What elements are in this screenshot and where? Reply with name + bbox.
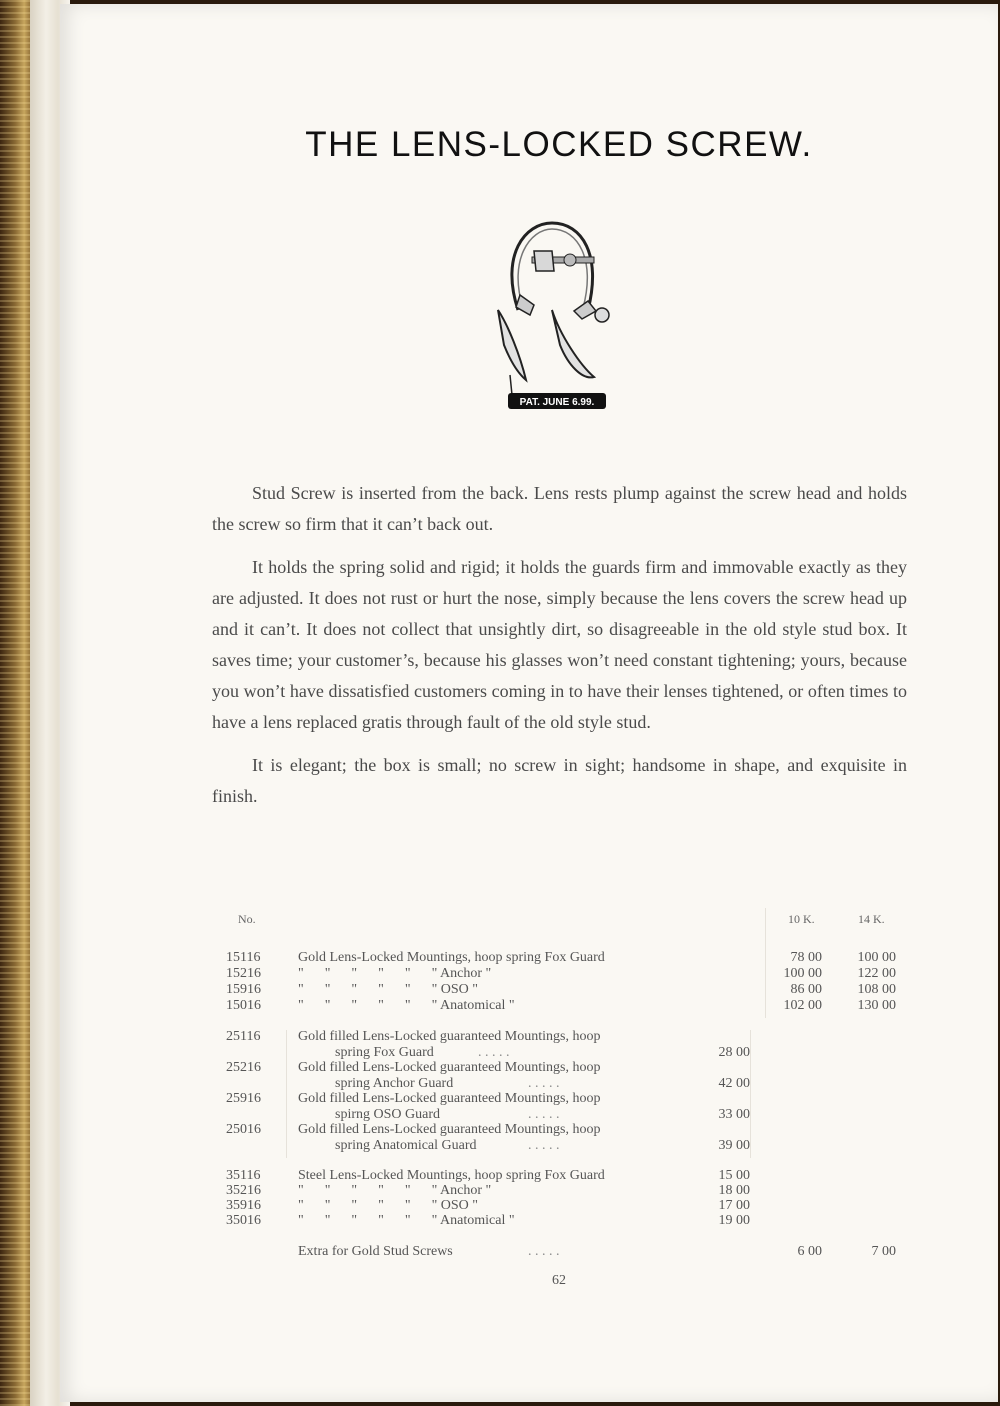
item-description-continued: spirng OSO Guard bbox=[335, 1107, 440, 1122]
item-description: Gold filled Lens-Locked guaranteed Mountings, hoop bbox=[298, 1091, 601, 1106]
item-description-continued: spring Anatomical Guard bbox=[335, 1138, 477, 1153]
table-row bbox=[0, 1183, 1000, 1199]
item-number: 15216 bbox=[226, 966, 261, 981]
price-10k: 6 00 bbox=[797, 1244, 822, 1259]
lens-locked-screw-illustration bbox=[490, 215, 620, 415]
table-row bbox=[0, 1060, 1000, 1076]
price: 19 00 bbox=[718, 1213, 750, 1228]
table-row bbox=[0, 1198, 1000, 1214]
price-14k: 130 00 bbox=[857, 998, 896, 1013]
item-description: Gold Lens-Locked Mountings, hoop spring Fox Guard bbox=[298, 950, 605, 965]
item-description-continued: spring Fox Guard bbox=[335, 1045, 434, 1060]
price-14k: 100 00 bbox=[857, 950, 896, 965]
item-description: " " " " " " Anatomical " bbox=[298, 998, 515, 1013]
table-row bbox=[0, 1091, 1000, 1107]
item-number: 35116 bbox=[226, 1168, 261, 1183]
table-row bbox=[0, 950, 1000, 966]
table-row-continued bbox=[0, 1045, 1000, 1061]
page-title: THE LENS-LOCKED SCREW. bbox=[305, 125, 813, 164]
table-row bbox=[0, 1029, 1000, 1045]
price-10k: 78 00 bbox=[790, 950, 822, 965]
table-row-continued bbox=[0, 1107, 1000, 1123]
column-header-14k: 14 K. bbox=[858, 912, 885, 926]
price: 42 00 bbox=[718, 1076, 750, 1091]
item-number: 15916 bbox=[226, 982, 261, 997]
leader-dots: . . . . . bbox=[528, 1138, 560, 1153]
item-description: " " " " " " Anchor " bbox=[298, 1183, 492, 1198]
table-row bbox=[0, 1213, 1000, 1229]
patent-label: PAT. JUNE 6.99. bbox=[519, 397, 595, 408]
leader-dots: . . . . . bbox=[528, 1076, 560, 1091]
leader-dots: . . . . . bbox=[528, 1107, 560, 1122]
price: 17 00 bbox=[718, 1198, 750, 1213]
item-description-continued: spring Anchor Guard bbox=[335, 1076, 454, 1091]
item-description: " " " " " " Anatomical " bbox=[298, 1213, 515, 1228]
price: 15 00 bbox=[718, 1168, 750, 1183]
paragraph-2: It holds the spring solid and rigid; it holds the guards firm and immovable exactly as they are adjusted. It does not rust or hurt the nose, simply because the lens covers the screw head up and it can’t. It does not collect that unsightly dirt, so disagreeable in the old style stud box. It saves time; your customer’s, because his glasses won’t need constant tightening; yours, because you won’t have dissatisfied customers coming in to have their lenses tightened, or often times to have a lens replaced gratis through fault of the old style stud. bbox=[212, 557, 907, 732]
price: 33 00 bbox=[718, 1107, 750, 1122]
item-description: Gold filled Lens-Locked guaranteed Mountings, hoop bbox=[298, 1122, 601, 1137]
description-text bbox=[212, 478, 907, 824]
item-description: Extra for Gold Stud Screws bbox=[298, 1244, 453, 1259]
price: 39 00 bbox=[718, 1138, 750, 1153]
item-number: 15116 bbox=[226, 950, 261, 965]
item-number: 35016 bbox=[226, 1213, 261, 1228]
table-row bbox=[0, 982, 1000, 998]
price-14k: 122 00 bbox=[857, 966, 896, 981]
item-number: 35916 bbox=[226, 1198, 261, 1213]
table-row bbox=[0, 966, 1000, 982]
price-10k: 102 00 bbox=[783, 998, 822, 1013]
price-10k: 100 00 bbox=[783, 966, 822, 981]
item-number: 35216 bbox=[226, 1183, 261, 1198]
table-row-extra bbox=[0, 1244, 1000, 1260]
item-number: 15016 bbox=[226, 998, 261, 1013]
item-number: 25216 bbox=[226, 1060, 261, 1075]
leader-dots: . . . . . bbox=[478, 1045, 510, 1060]
item-description: " " " " " " Anchor " bbox=[298, 966, 492, 981]
table-row bbox=[0, 1122, 1000, 1138]
paragraph-3: It is elegant; the box is small; no screw in sight; handsome in shape, and exquisite in finish. bbox=[212, 755, 907, 806]
item-description: Gold filled Lens-Locked guaranteed Mountings, hoop bbox=[298, 1029, 601, 1044]
price-14k: 108 00 bbox=[857, 982, 896, 997]
price: 18 00 bbox=[718, 1183, 750, 1198]
price-14k: 7 00 bbox=[871, 1244, 896, 1259]
leader-dots: . . . . . bbox=[528, 1244, 560, 1259]
item-number: 25916 bbox=[226, 1091, 261, 1106]
item-description: Steel Lens-Locked Mountings, hoop spring Fox Guard bbox=[298, 1168, 605, 1183]
table-row-continued bbox=[0, 1076, 1000, 1092]
item-number: 25116 bbox=[226, 1029, 261, 1044]
item-description: " " " " " " OSO " bbox=[298, 982, 479, 997]
price-10k: 86 00 bbox=[790, 982, 822, 997]
column-header-number: No. bbox=[238, 912, 256, 926]
table-row-continued bbox=[0, 1138, 1000, 1154]
table-row bbox=[0, 998, 1000, 1014]
item-description: Gold filled Lens-Locked guaranteed Mountings, hoop bbox=[298, 1060, 601, 1075]
item-description: " " " " " " OSO " bbox=[298, 1198, 479, 1213]
page-number: 62 bbox=[552, 1273, 566, 1288]
item-number: 25016 bbox=[226, 1122, 261, 1137]
table-row bbox=[0, 1168, 1000, 1184]
column-header-10k: 10 K. bbox=[788, 912, 815, 926]
price: 28 00 bbox=[718, 1045, 750, 1060]
paragraph-1: Stud Screw is inserted from the back. Lens rests plump against the screw head and holds the screw so firm that it can’t back out. bbox=[212, 483, 907, 534]
